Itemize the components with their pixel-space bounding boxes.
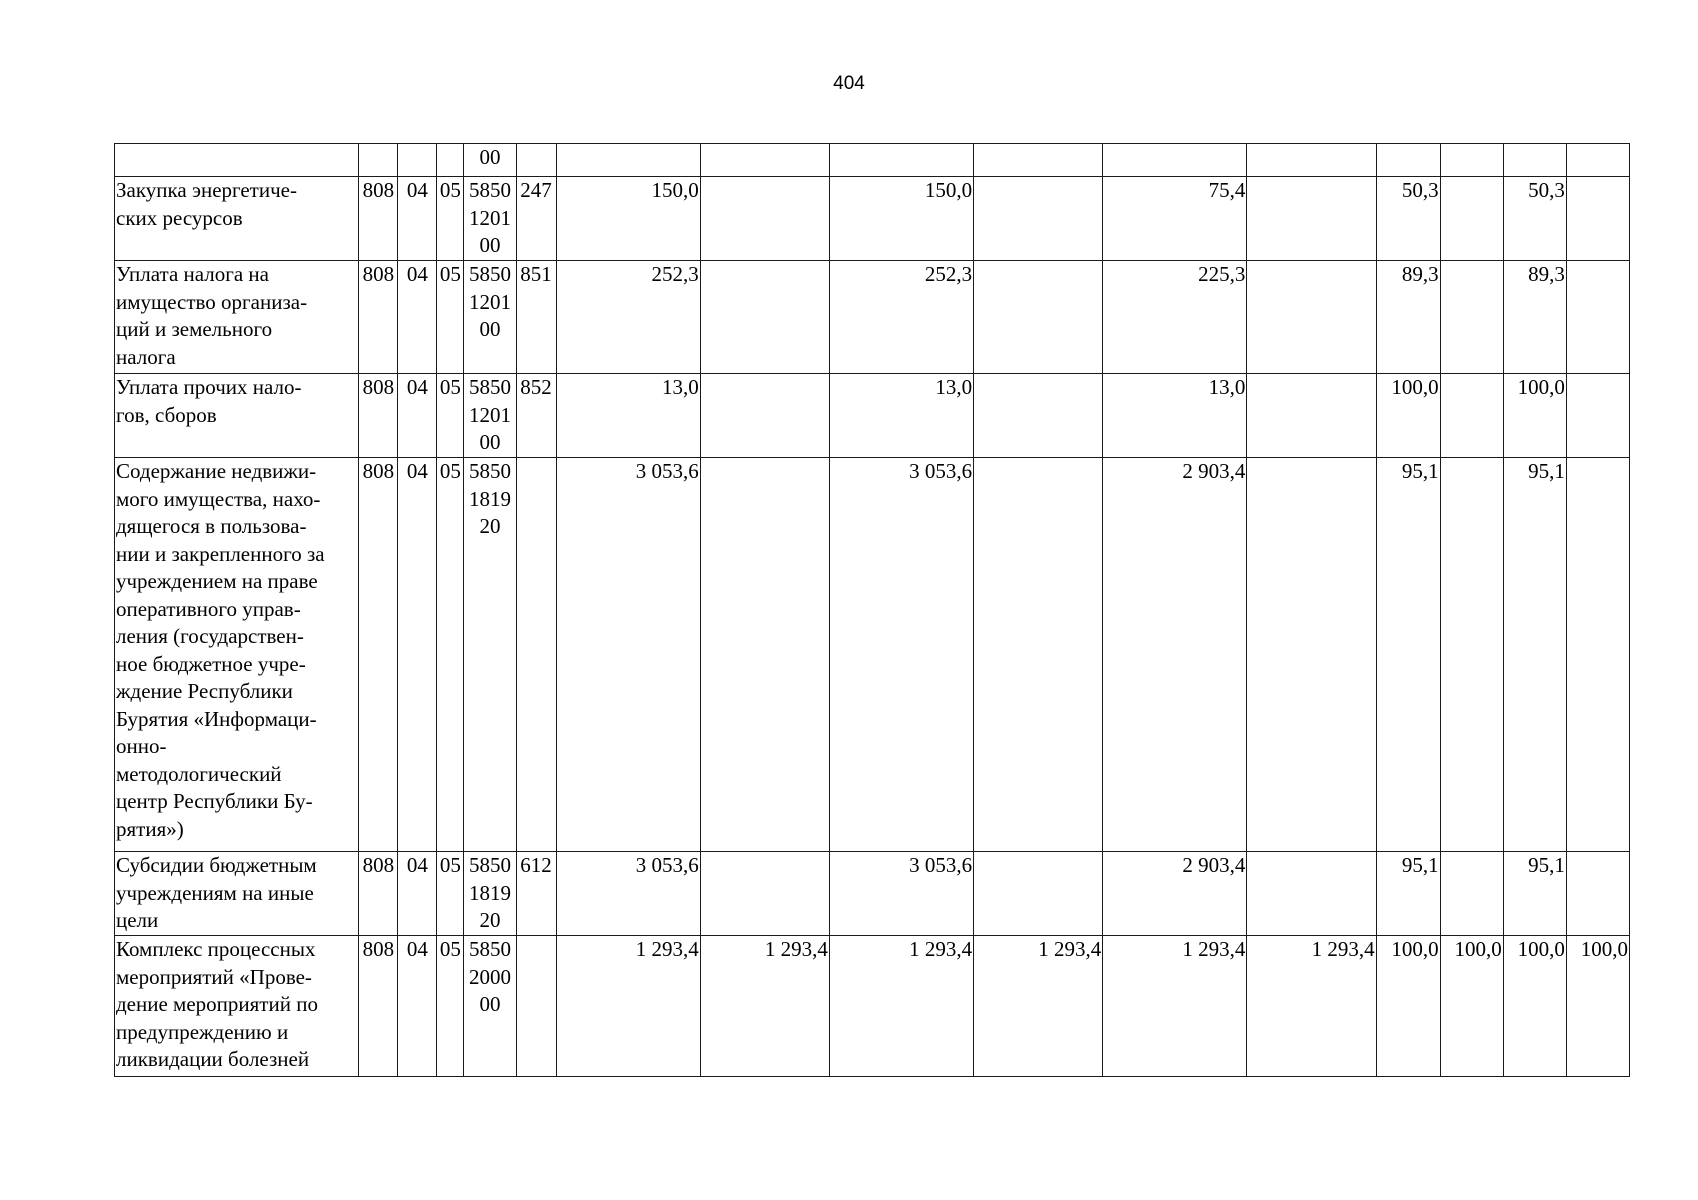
expense-type-code-cell	[516, 936, 556, 1077]
executed-federal-cell	[1247, 852, 1376, 936]
plan-total-cell: 3 053,6	[556, 458, 700, 852]
refined-federal-cell	[974, 261, 1103, 374]
expense-name-line: рятия»)	[116, 816, 184, 841]
plan-federal-cell	[700, 177, 829, 261]
target-article-cell	[464, 177, 516, 261]
target-article-part: 1819	[468, 486, 511, 511]
pct-plan-federal-cell	[1440, 177, 1503, 261]
expense-type-code-cell: 851	[516, 261, 556, 374]
pct-plan-total-cell: 100,0	[1376, 374, 1440, 458]
refined-federal-cell	[974, 852, 1103, 936]
expense-name-cell	[115, 144, 359, 177]
executed-federal-cell	[1247, 261, 1376, 374]
target-article-part: 20	[479, 908, 501, 932]
expense-name-line: онно-	[116, 734, 167, 758]
expense-name-line: цели	[116, 908, 159, 932]
expense-name-line: гов, сборов	[116, 402, 217, 427]
subsection-code-cell: 05	[437, 852, 464, 936]
pct-plan-total-cell: 95,1	[1376, 852, 1440, 936]
executed-federal-cell	[1247, 374, 1376, 458]
executed-total-cell: 225,3	[1103, 261, 1247, 374]
expense-type-code-cell: 852	[516, 374, 556, 458]
pct-plan-federal-cell	[1440, 144, 1503, 177]
target-article-part: 5850	[468, 178, 511, 202]
table-row	[115, 852, 1630, 936]
expense-name-line: методологический	[116, 761, 282, 786]
target-article-part: 5850	[468, 262, 511, 286]
executed-total-cell: 2 903,4	[1103, 458, 1247, 852]
executed-total-cell: 1 293,4	[1103, 936, 1247, 1077]
plan-total-cell: 13,0	[556, 374, 700, 458]
expense-name-line: Субсидии бюджетным	[116, 853, 317, 877]
expense-name-cell	[115, 852, 359, 936]
expense-name-line: налога	[116, 344, 176, 369]
pct-plan-federal-cell	[1440, 261, 1503, 374]
pct-plan-federal-cell	[1440, 458, 1503, 852]
table-row	[115, 936, 1630, 1077]
table-row	[115, 177, 1630, 261]
target-article-part: 5850	[468, 853, 511, 877]
expense-type-code-cell	[516, 144, 556, 177]
pct-plan-total-cell: 95,1	[1376, 458, 1440, 852]
target-article-part: 00	[479, 992, 501, 1016]
expense-name-cell	[115, 458, 359, 852]
table-row	[115, 261, 1630, 374]
target-article-cell	[464, 144, 516, 177]
pct-plan-total-cell: 100,0	[1376, 936, 1440, 1077]
target-article-part: 5850	[468, 937, 511, 961]
expense-name-cell	[115, 177, 359, 261]
pct-refined-total-cell: 100,0	[1503, 936, 1566, 1077]
plan-federal-cell	[700, 261, 829, 374]
section-code-cell: 04	[398, 261, 437, 374]
section-code-cell: 04	[398, 852, 437, 936]
target-article-part: 00	[479, 145, 501, 169]
plan-total-cell: 252,3	[556, 261, 700, 374]
refined-total-cell: 13,0	[829, 374, 973, 458]
target-article-part: 1819	[468, 880, 511, 905]
subsection-code-cell: 05	[437, 936, 464, 1077]
pct-plan-total-cell: 50,3	[1376, 177, 1440, 261]
expense-name-line: учреждением на праве	[116, 569, 318, 593]
target-article-part: 1201	[468, 289, 511, 314]
expense-name-line: Комплекс процессных	[116, 937, 316, 961]
expense-name-line: ное бюджетное учре-	[116, 651, 306, 676]
target-article-cell	[464, 261, 516, 374]
expense-name-line: ления (государствен-	[116, 624, 304, 648]
pct-plan-total-cell: 89,3	[1376, 261, 1440, 374]
section-code-cell: 04	[398, 177, 437, 261]
expense-name-line: Уплата налога на	[116, 262, 269, 286]
plan-total-cell: 1 293,4	[556, 936, 700, 1077]
target-article-part: 20	[479, 514, 501, 538]
expense-name-line: ций и земельного	[116, 317, 273, 341]
refined-total-cell: 252,3	[829, 261, 973, 374]
pct-refined-federal-cell	[1566, 374, 1629, 458]
table-row	[115, 144, 1630, 177]
refined-total-cell: 1 293,4	[829, 936, 973, 1077]
pct-refined-total-cell: 100,0	[1503, 374, 1566, 458]
expense-type-code-cell: 612	[516, 852, 556, 936]
refined-total-cell: 3 053,6	[829, 458, 973, 852]
target-article-part: 1201	[468, 402, 511, 427]
plan-federal-cell: 1 293,4	[700, 936, 829, 1077]
plan-total-cell: 150,0	[556, 177, 700, 261]
target-article-part: 00	[479, 233, 501, 257]
refined-federal-cell: 1 293,4	[974, 936, 1103, 1077]
refined-federal-cell	[974, 458, 1103, 852]
expense-name-line: Уплата прочих нало-	[116, 375, 302, 399]
expense-name-line: предупреждению и	[116, 1019, 289, 1044]
refined-total-cell: 150,0	[829, 177, 973, 261]
pct-refined-federal-cell	[1566, 852, 1629, 936]
target-article-part: 00	[479, 430, 501, 454]
expense-name-cell	[115, 374, 359, 458]
plan-federal-cell	[700, 144, 829, 177]
section-code-cell: 04	[398, 374, 437, 458]
executed-federal-cell	[1247, 458, 1376, 852]
pct-refined-federal-cell: 100,0	[1566, 936, 1629, 1077]
grbs-code-cell: 808	[359, 374, 398, 458]
expense-name-line: нии и закрепленного за	[116, 541, 325, 566]
pct-refined-total-cell: 95,1	[1503, 852, 1566, 936]
budget-table	[114, 143, 1630, 1077]
target-article-part: 00	[479, 317, 501, 341]
plan-total-cell: 3 053,6	[556, 852, 700, 936]
target-article-cell	[464, 936, 516, 1077]
refined-total-cell: 3 053,6	[829, 852, 973, 936]
target-article-cell	[464, 374, 516, 458]
subsection-code-cell: 05	[437, 374, 464, 458]
section-code-cell: 04	[398, 936, 437, 1077]
plan-total-cell	[556, 144, 700, 177]
pct-refined-federal-cell	[1566, 458, 1629, 852]
expense-name-line: мого имущества, нахо-	[116, 486, 321, 511]
subsection-code-cell: 05	[437, 261, 464, 374]
target-article-part: 2000	[468, 964, 511, 989]
executed-total-cell: 2 903,4	[1103, 852, 1247, 936]
plan-federal-cell	[700, 458, 829, 852]
target-article-cell	[464, 852, 516, 936]
expense-name-line: мероприятий «Прове-	[116, 964, 312, 989]
plan-federal-cell	[700, 852, 829, 936]
grbs-code-cell	[359, 144, 398, 177]
plan-federal-cell	[700, 374, 829, 458]
pct-plan-federal-cell	[1440, 852, 1503, 936]
expense-type-code-cell: 247	[516, 177, 556, 261]
table-row	[115, 374, 1630, 458]
executed-federal-cell	[1247, 144, 1376, 177]
target-article-cell	[464, 458, 516, 852]
grbs-code-cell: 808	[359, 458, 398, 852]
subsection-code-cell	[437, 144, 464, 177]
grbs-code-cell: 808	[359, 852, 398, 936]
expense-type-code-cell	[516, 458, 556, 852]
page-number: 404	[833, 73, 865, 94]
expense-name-line: ликвидации болезней	[116, 1047, 310, 1071]
pct-plan-federal-cell: 100,0	[1440, 936, 1503, 1077]
refined-federal-cell	[974, 144, 1103, 177]
expense-name-line: Содержание недвижи-	[116, 459, 317, 483]
pct-plan-total-cell	[1376, 144, 1440, 177]
expense-name-cell	[115, 936, 359, 1077]
grbs-code-cell: 808	[359, 177, 398, 261]
expense-name-line: оперативного управ-	[116, 596, 301, 621]
section-code-cell	[398, 144, 437, 177]
pct-refined-total-cell: 50,3	[1503, 177, 1566, 261]
refined-federal-cell	[974, 177, 1103, 261]
expense-name-line: центр Республики Бу-	[116, 789, 313, 813]
pct-plan-federal-cell	[1440, 374, 1503, 458]
target-article-part: 1201	[468, 205, 511, 230]
expense-name-line: ских ресурсов	[116, 205, 243, 230]
target-article-part: 5850	[468, 375, 511, 399]
pct-refined-federal-cell	[1566, 144, 1629, 177]
executed-total-cell: 75,4	[1103, 177, 1247, 261]
expense-name-line: имущество организа-	[116, 289, 308, 314]
refined-total-cell	[829, 144, 973, 177]
subsection-code-cell: 05	[437, 458, 464, 852]
pct-refined-total-cell	[1503, 144, 1566, 177]
grbs-code-cell: 808	[359, 261, 398, 374]
expense-name-line: Бурятия «Информаци-	[116, 706, 317, 731]
expense-name-line: Закупка энергетиче-	[116, 178, 297, 202]
expense-name-line: ждение Республики	[116, 679, 293, 703]
pct-refined-total-cell: 89,3	[1503, 261, 1566, 374]
expense-name-line: дение мероприятий по	[116, 992, 318, 1016]
executed-total-cell	[1103, 144, 1247, 177]
executed-federal-cell	[1247, 177, 1376, 261]
executed-federal-cell: 1 293,4	[1247, 936, 1376, 1077]
refined-federal-cell	[974, 374, 1103, 458]
expense-name-cell	[115, 261, 359, 374]
grbs-code-cell: 808	[359, 936, 398, 1077]
section-code-cell: 04	[398, 458, 437, 852]
subsection-code-cell: 05	[437, 177, 464, 261]
table-row	[115, 458, 1630, 852]
pct-refined-federal-cell	[1566, 177, 1629, 261]
target-article-part: 5850	[468, 459, 511, 483]
expense-name-line: учреждениям на иные	[116, 880, 314, 905]
expense-name-line: дящегося в пользова-	[116, 514, 307, 538]
pct-refined-federal-cell	[1566, 261, 1629, 374]
executed-total-cell: 13,0	[1103, 374, 1247, 458]
pct-refined-total-cell: 95,1	[1503, 458, 1566, 852]
